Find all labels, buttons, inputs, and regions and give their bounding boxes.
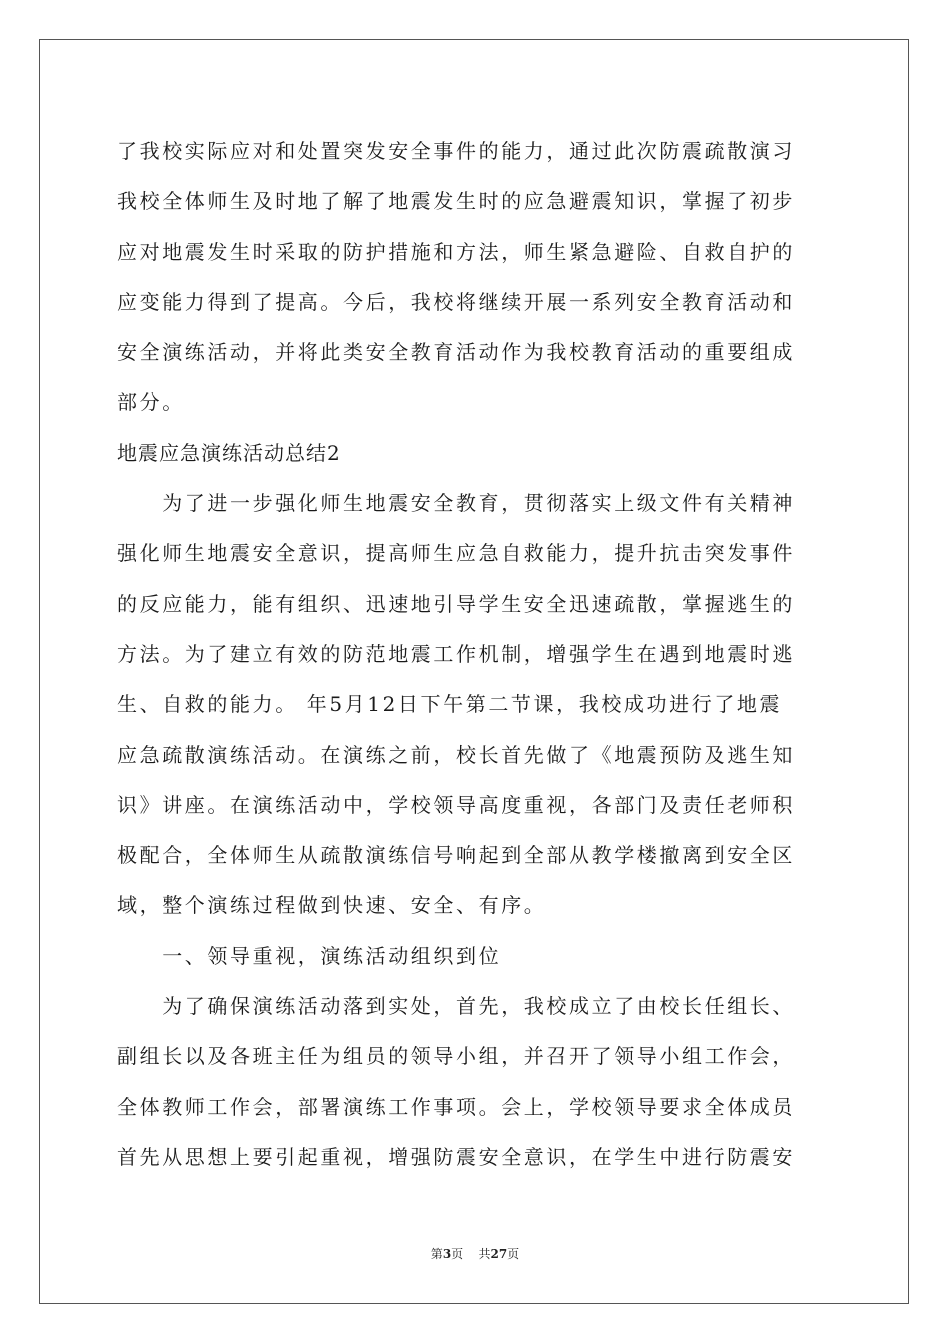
text-line-1: 了我校实际应对和处置突发安全事件的能力，通过此次防震疏散演习 — [117, 139, 795, 163]
text-line-6: 部分。 — [117, 390, 185, 415]
text-line-20: 全体教师工作会，部署演练工作事项。会上，学校领导要求全体成员 — [117, 1094, 795, 1119]
text-line-12: 生、自救的能力。 年5月12日下午第二节课，我校成功进行了地震 — [117, 692, 783, 717]
page-number: 3 — [442, 1247, 452, 1261]
total-prefix: 共 — [478, 1247, 491, 1261]
text-line-8: 为了进一步强化师生地震安全教育，贯彻落实上级文件有关精神 — [117, 491, 795, 516]
total-pages: 27 — [490, 1247, 508, 1261]
text-line-13: 应急疏散演练活动。在演练之前，校长首先做了《地震预防及逃生知 — [117, 742, 795, 767]
total-unit: 页 — [507, 1247, 520, 1261]
text-line-10: 的反应能力，能有组织、迅速地引导学生安全迅速疏散，掌握逃生的 — [117, 591, 795, 616]
text-line-19: 副组长以及各班主任为组员的领导小组，并召开了领导小组工作会， — [117, 1044, 795, 1069]
subheading-line: 一、领导重视，演练活动组织到位 — [117, 943, 502, 968]
text-line-4: 应变能力得到了提高。今后，我校将继续开展一系列安全教育活动和 — [117, 289, 795, 314]
text-line-5: 安全演练活动，并将此类安全教育活动作为我校教育活动的重要组成 — [117, 340, 795, 365]
page-footer — [0, 1245, 950, 1262]
text-line-21: 首先从思想上要引起重视，增强防震安全意识，在学生中进行防震安 — [117, 1144, 795, 1169]
document-body — [117, 126, 833, 1182]
text-line-11: 方法。为了建立有效的防范地震工作机制，增强学生在遇到地震时逃 — [117, 641, 795, 666]
page-unit: 页 — [451, 1247, 464, 1261]
text-line-2: 我校全体师生及时地了解了地震发生时的应急避震知识，掌握了初步 — [117, 189, 795, 214]
text-line-16: 域，整个演练过程做到快速、安全、有序。 — [117, 893, 547, 918]
text-line-15: 极配合，全体师生从疏散演练信号响起到全部从教学楼撤离到安全区 — [117, 843, 795, 868]
section-heading: 地震应急演练活动总结2 — [117, 440, 341, 465]
text-line-18: 为了确保演练活动落到实处，首先，我校成立了由校长任组长、 — [117, 994, 795, 1019]
text-line-14: 识》讲座。在演练活动中，学校领导高度重视，各部门及责任老师积 — [117, 792, 795, 817]
page-prefix: 第 — [430, 1247, 443, 1261]
text-line-9: 强化师生地震安全意识，提高师生应急自救能力，提升抗击突发事件 — [117, 541, 795, 566]
text-line-3: 应对地震发生时采取的防护措施和方法，师生紧急避险、自救自护的 — [117, 239, 795, 264]
